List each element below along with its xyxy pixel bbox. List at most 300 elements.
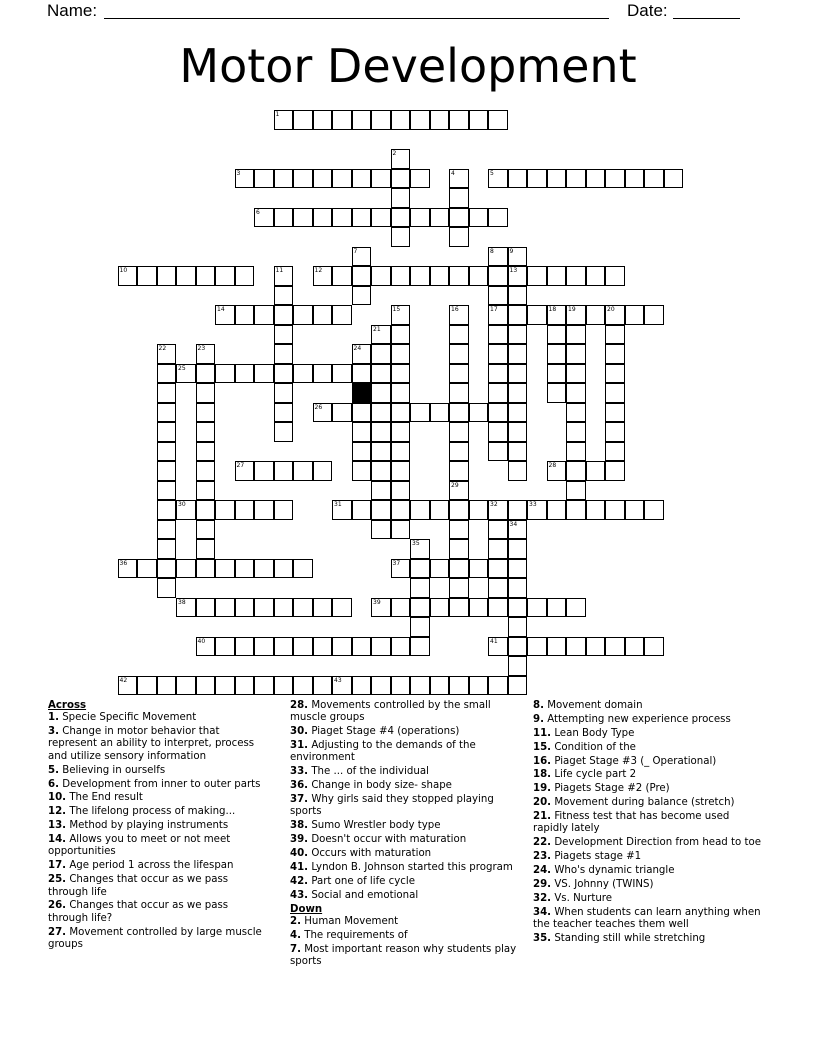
grid-cell[interactable] [566,344,586,364]
grid-cell[interactable] [508,461,528,481]
grid-cell[interactable] [566,169,586,189]
grid-cell[interactable] [391,188,411,208]
grid-cell[interactable] [566,637,586,657]
grid-cell[interactable] [508,422,528,442]
grid-cell[interactable] [332,403,352,423]
grid-cell[interactable] [410,637,430,657]
grid-cell[interactable] [293,598,313,618]
grid-cell[interactable] [410,208,430,228]
grid-cell[interactable] [410,110,430,130]
grid-cell[interactable] [352,442,372,462]
grid-cell[interactable] [488,637,508,657]
grid-cell[interactable] [371,637,391,657]
grid-cell[interactable] [274,305,294,325]
grid-cell[interactable] [566,266,586,286]
grid-cell[interactable] [527,266,547,286]
grid-cell[interactable] [605,637,625,657]
grid-cell[interactable] [449,520,469,540]
grid-cell[interactable] [352,422,372,442]
grid-cell[interactable] [274,169,294,189]
grid-cell[interactable] [644,637,664,657]
grid-cell[interactable] [469,559,489,579]
grid-cell[interactable] [215,559,235,579]
grid-cell[interactable] [371,266,391,286]
grid-cell[interactable] [352,286,372,306]
grid-cell[interactable] [157,422,177,442]
grid-cell[interactable] [547,637,567,657]
grid-cell[interactable] [410,403,430,423]
grid-cell[interactable] [293,637,313,657]
grid-cell[interactable] [157,559,177,579]
grid-cell[interactable] [469,676,489,696]
grid-cell[interactable] [508,598,528,618]
grid-cell[interactable] [235,637,255,657]
grid-cell[interactable] [605,325,625,345]
grid-cell[interactable] [469,266,489,286]
grid-cell[interactable] [176,266,196,286]
grid-cell[interactable] [196,559,216,579]
grid-cell[interactable] [508,637,528,657]
grid-cell[interactable] [449,266,469,286]
grid-cell[interactable] [352,266,372,286]
grid-cell[interactable] [586,169,606,189]
grid-cell[interactable] [527,637,547,657]
grid-cell[interactable] [157,383,177,403]
grid-cell[interactable] [196,442,216,462]
grid-cell[interactable] [391,208,411,228]
grid-cell[interactable] [274,559,294,579]
grid-cell[interactable] [547,461,567,481]
grid-cell[interactable] [157,520,177,540]
grid-cell[interactable] [352,110,372,130]
grid-cell[interactable] [215,364,235,384]
grid-cell[interactable] [371,325,391,345]
grid-cell[interactable] [352,247,372,267]
grid-cell[interactable] [371,481,391,501]
grid-cell[interactable] [488,305,508,325]
grid-cell[interactable] [605,383,625,403]
grid-cell[interactable] [449,188,469,208]
grid-cell[interactable] [566,481,586,501]
grid-cell[interactable] [391,637,411,657]
grid-cell[interactable] [118,266,138,286]
grid-cell[interactable] [196,403,216,423]
grid-cell[interactable] [410,266,430,286]
grid-cell[interactable] [566,383,586,403]
grid-cell[interactable] [274,461,294,481]
grid-cell[interactable] [118,559,138,579]
grid-cell[interactable] [449,364,469,384]
grid-cell[interactable] [488,383,508,403]
grid-cell[interactable] [410,169,430,189]
grid-cell[interactable] [469,500,489,520]
grid-cell[interactable] [449,305,469,325]
grid-cell[interactable] [313,110,333,130]
grid-cell[interactable] [196,676,216,696]
grid-cell[interactable] [508,656,528,676]
grid-cell[interactable] [508,247,528,267]
grid-cell[interactable] [508,266,528,286]
grid-cell[interactable] [274,208,294,228]
grid-cell[interactable] [449,227,469,247]
grid-cell[interactable] [313,364,333,384]
grid-cell[interactable] [254,598,274,618]
grid-cell[interactable] [274,403,294,423]
grid-cell[interactable] [274,637,294,657]
grid-cell[interactable] [605,461,625,481]
grid-cell[interactable] [157,442,177,462]
grid-cell[interactable] [488,110,508,130]
grid-cell[interactable] [157,344,177,364]
grid-cell[interactable] [430,559,450,579]
grid-cell[interactable] [527,598,547,618]
grid-cell[interactable] [488,266,508,286]
grid-cell[interactable] [352,676,372,696]
grid-cell[interactable] [644,169,664,189]
grid-cell[interactable] [508,286,528,306]
grid-cell[interactable] [313,598,333,618]
grid-cell[interactable] [449,422,469,442]
grid-cell[interactable] [371,110,391,130]
grid-cell[interactable] [508,559,528,579]
grid-cell[interactable] [488,364,508,384]
grid-cell[interactable] [332,169,352,189]
grid-cell[interactable] [137,676,157,696]
grid-cell[interactable] [547,364,567,384]
grid-cell[interactable] [605,422,625,442]
grid-cell[interactable] [391,383,411,403]
grid-cell[interactable] [566,598,586,618]
grid-cell[interactable] [508,617,528,637]
grid-cell[interactable] [508,305,528,325]
grid-cell[interactable] [566,500,586,520]
grid-cell[interactable] [391,325,411,345]
grid-cell[interactable] [157,266,177,286]
grid-cell[interactable] [566,403,586,423]
grid-cell[interactable] [488,520,508,540]
grid-cell[interactable] [488,442,508,462]
grid-cell[interactable] [371,383,391,403]
grid-cell[interactable] [391,110,411,130]
grid-cell[interactable] [644,500,664,520]
grid-cell[interactable] [488,422,508,442]
grid-cell[interactable] [625,169,645,189]
grid-cell[interactable] [391,364,411,384]
grid-cell[interactable] [274,598,294,618]
grid-cell[interactable] [352,637,372,657]
grid-cell[interactable] [371,598,391,618]
grid-cell[interactable] [605,442,625,462]
grid-cell[interactable] [449,676,469,696]
grid-cell[interactable] [293,676,313,696]
grid-cell[interactable] [176,500,196,520]
grid-cell[interactable] [254,461,274,481]
grid-cell[interactable] [293,461,313,481]
grid-cell[interactable] [410,500,430,520]
grid-cell[interactable] [605,364,625,384]
grid-cell[interactable] [235,169,255,189]
grid-cell[interactable] [274,110,294,130]
grid-cell[interactable] [488,578,508,598]
grid-cell[interactable] [449,383,469,403]
grid-cell[interactable] [391,598,411,618]
grid-cell[interactable] [547,500,567,520]
grid-cell[interactable] [391,676,411,696]
grid-cell[interactable] [449,442,469,462]
grid-cell[interactable] [235,364,255,384]
grid-cell[interactable] [196,500,216,520]
grid-cell[interactable] [391,461,411,481]
grid-cell[interactable] [488,539,508,559]
grid-cell[interactable] [391,481,411,501]
grid-cell[interactable] [430,208,450,228]
grid-cell[interactable] [332,500,352,520]
grid-cell[interactable] [430,500,450,520]
grid-cell[interactable] [332,637,352,657]
grid-cell[interactable] [605,305,625,325]
grid-cell[interactable] [235,461,255,481]
grid-cell[interactable] [293,364,313,384]
grid-cell[interactable] [332,266,352,286]
grid-cell[interactable] [508,169,528,189]
grid-cell[interactable] [215,500,235,520]
grid-cell[interactable] [352,500,372,520]
grid-cell[interactable] [235,500,255,520]
grid-cell[interactable] [469,598,489,618]
grid-cell[interactable] [625,305,645,325]
grid-cell[interactable] [254,364,274,384]
grid-cell[interactable] [313,266,333,286]
grid-cell[interactable] [371,403,391,423]
grid-cell[interactable] [508,403,528,423]
grid-cell[interactable] [644,305,664,325]
grid-cell[interactable] [449,325,469,345]
grid-cell[interactable] [391,344,411,364]
grid-cell[interactable] [254,637,274,657]
grid-cell[interactable] [410,676,430,696]
grid-cell[interactable] [586,637,606,657]
grid-cell[interactable] [566,461,586,481]
grid-cell[interactable] [488,286,508,306]
grid-cell[interactable] [157,676,177,696]
grid-cell[interactable] [196,637,216,657]
grid-cell[interactable] [313,169,333,189]
grid-cell[interactable] [371,520,391,540]
grid-cell[interactable] [547,266,567,286]
grid-cell[interactable] [449,403,469,423]
grid-cell[interactable] [664,169,684,189]
grid-cell[interactable] [157,481,177,501]
grid-cell[interactable] [157,578,177,598]
grid-cell[interactable] [391,227,411,247]
grid-cell[interactable] [488,403,508,423]
grid-cell[interactable] [371,208,391,228]
grid-cell[interactable] [254,676,274,696]
grid-cell[interactable] [410,578,430,598]
grid-cell[interactable] [508,578,528,598]
grid-cell[interactable] [566,305,586,325]
grid-cell[interactable] [371,344,391,364]
grid-cell[interactable] [332,598,352,618]
grid-cell[interactable] [625,500,645,520]
grid-cell[interactable] [157,403,177,423]
grid-cell[interactable] [430,598,450,618]
grid-cell[interactable] [488,500,508,520]
grid-cell[interactable] [332,208,352,228]
grid-cell[interactable] [196,383,216,403]
grid-cell[interactable] [235,559,255,579]
grid-cell[interactable] [157,539,177,559]
grid-cell[interactable] [430,403,450,423]
grid-cell[interactable] [508,442,528,462]
grid-cell[interactable] [449,110,469,130]
grid-cell[interactable] [118,676,138,696]
grid-cell[interactable] [410,617,430,637]
grid-cell[interactable] [508,500,528,520]
grid-cell[interactable] [352,208,372,228]
grid-cell[interactable] [488,676,508,696]
grid-cell[interactable] [235,676,255,696]
grid-cell[interactable] [274,344,294,364]
grid-cell[interactable] [371,500,391,520]
grid-cell[interactable] [449,208,469,228]
grid-cell[interactable] [332,676,352,696]
grid-cell[interactable] [625,637,645,657]
grid-cell[interactable] [469,403,489,423]
grid-cell[interactable] [449,461,469,481]
grid-cell[interactable] [508,344,528,364]
grid-cell[interactable] [449,500,469,520]
grid-cell[interactable] [196,344,216,364]
grid-cell[interactable] [566,442,586,462]
grid-cell[interactable] [196,598,216,618]
grid-cell[interactable] [196,461,216,481]
grid-cell[interactable] [391,442,411,462]
grid-cell[interactable] [332,305,352,325]
grid-cell[interactable] [352,461,372,481]
grid-cell[interactable] [332,110,352,130]
grid-cell[interactable] [508,364,528,384]
grid-cell[interactable] [605,403,625,423]
grid-cell[interactable] [196,481,216,501]
grid-cell[interactable] [586,305,606,325]
grid-cell[interactable] [371,676,391,696]
grid-cell[interactable] [605,169,625,189]
grid-cell[interactable] [274,676,294,696]
grid-cell[interactable] [566,364,586,384]
grid-cell[interactable] [527,169,547,189]
grid-cell[interactable] [586,266,606,286]
grid-cell[interactable] [254,305,274,325]
grid-cell[interactable] [293,110,313,130]
grid-cell[interactable] [371,364,391,384]
grid-cell[interactable] [508,383,528,403]
grid-cell[interactable] [469,110,489,130]
grid-cell[interactable] [215,598,235,618]
grid-cell[interactable] [410,539,430,559]
grid-cell[interactable] [235,598,255,618]
grid-cell[interactable] [196,266,216,286]
grid-cell[interactable] [313,461,333,481]
grid-cell[interactable] [254,500,274,520]
grid-cell[interactable] [371,461,391,481]
grid-cell[interactable] [488,559,508,579]
grid-cell[interactable] [215,305,235,325]
grid-cell[interactable] [449,578,469,598]
grid-cell[interactable] [332,364,352,384]
grid-cell[interactable] [410,559,430,579]
grid-cell[interactable] [488,598,508,618]
grid-cell[interactable] [293,305,313,325]
grid-cell[interactable] [274,286,294,306]
grid-cell[interactable] [508,325,528,345]
grid-cell[interactable] [274,500,294,520]
grid-cell[interactable] [605,266,625,286]
grid-cell[interactable] [488,169,508,189]
grid-cell[interactable] [449,598,469,618]
grid-cell[interactable] [391,422,411,442]
grid-cell[interactable] [586,461,606,481]
grid-cell[interactable] [235,266,255,286]
grid-cell[interactable] [547,305,567,325]
grid-cell[interactable] [176,559,196,579]
grid-cell[interactable] [391,305,411,325]
grid-cell[interactable] [449,481,469,501]
grid-cell[interactable] [352,403,372,423]
grid-cell[interactable] [430,110,450,130]
grid-cell[interactable] [196,422,216,442]
grid-cell[interactable] [254,559,274,579]
grid-cell[interactable] [196,364,216,384]
grid-cell[interactable] [274,422,294,442]
grid-cell[interactable] [215,637,235,657]
grid-cell[interactable] [527,500,547,520]
grid-cell[interactable] [254,169,274,189]
grid-cell[interactable] [274,364,294,384]
grid-cell[interactable] [488,247,508,267]
grid-cell[interactable] [196,520,216,540]
grid-cell[interactable] [176,364,196,384]
grid-cell[interactable] [391,149,411,169]
grid-cell[interactable] [547,383,567,403]
grid-cell[interactable] [391,403,411,423]
grid-cell[interactable] [410,598,430,618]
grid-cell[interactable] [508,520,528,540]
grid-cell[interactable] [274,383,294,403]
grid-cell[interactable] [371,169,391,189]
grid-cell[interactable] [293,559,313,579]
grid-cell[interactable] [449,559,469,579]
grid-cell[interactable] [157,500,177,520]
grid-cell[interactable] [547,325,567,345]
grid-cell[interactable] [449,169,469,189]
grid-cell[interactable] [391,266,411,286]
grid-cell[interactable] [547,169,567,189]
grid-cell[interactable] [176,598,196,618]
grid-cell[interactable] [508,539,528,559]
grid-cell[interactable] [430,676,450,696]
grid-cell[interactable] [293,169,313,189]
grid-cell[interactable] [352,344,372,364]
grid-cell[interactable] [157,461,177,481]
grid-cell[interactable] [391,520,411,540]
grid-cell[interactable] [352,169,372,189]
grid-cell[interactable] [371,422,391,442]
grid-cell[interactable] [391,169,411,189]
grid-cell[interactable] [488,208,508,228]
grid-cell[interactable] [137,266,157,286]
grid-cell[interactable] [449,344,469,364]
